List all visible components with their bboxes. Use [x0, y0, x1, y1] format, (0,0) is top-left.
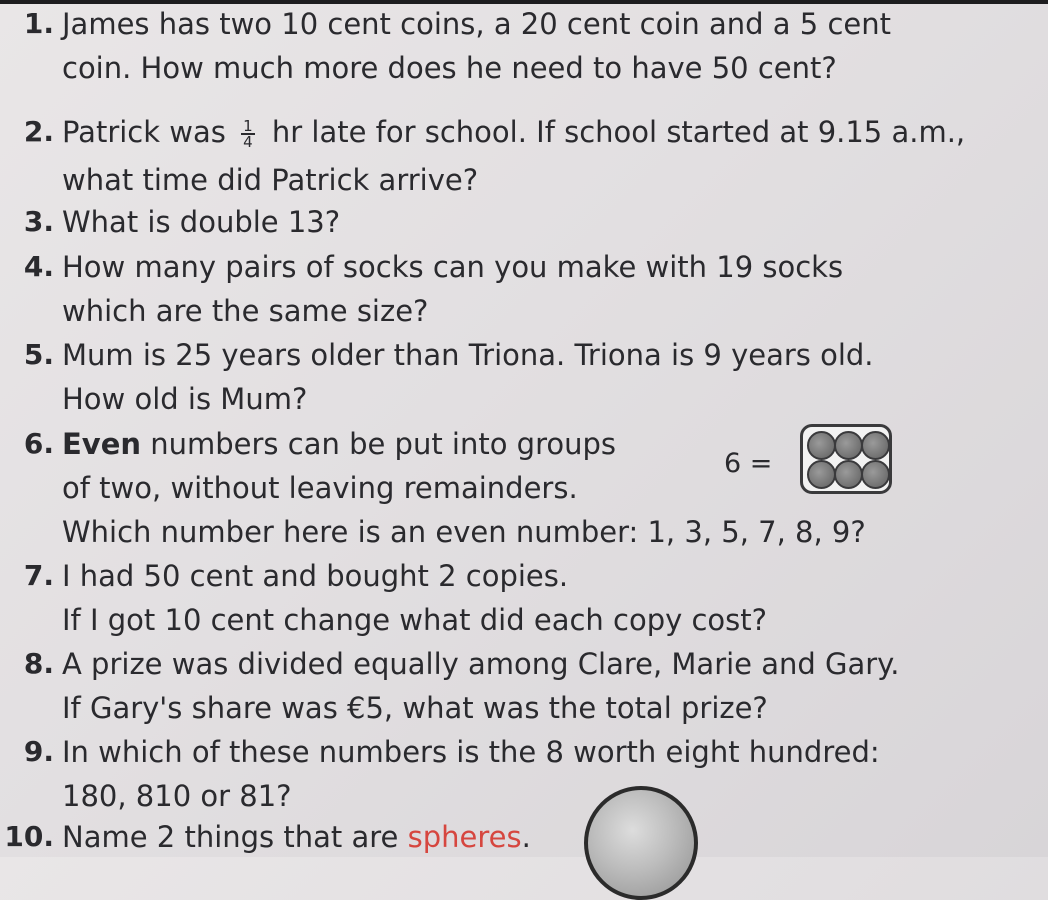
- question-text-line: of two, without leaving remainders.: [62, 471, 578, 505]
- counter-icon: [807, 431, 836, 460]
- text-segment: numbers can be put into groups: [141, 427, 617, 461]
- six-counters-icon: [800, 424, 892, 494]
- counter-icon: [807, 460, 836, 489]
- question-7: [0, 556, 1048, 644]
- fraction-denominator: 4: [243, 133, 253, 151]
- question-text-line: Mum is 25 years older than Triona. Triona is 9 years old.: [62, 338, 874, 372]
- question-text-line: [62, 112, 965, 152]
- sphere-icon: [584, 786, 698, 900]
- question-9: [0, 732, 1048, 820]
- question-text-line: If I got 10 cent change what did each copy cost?: [62, 603, 768, 637]
- question-5: [0, 335, 1048, 423]
- question-text-line: A prize was divided equally among Clare, Marie and Gary.: [62, 647, 900, 681]
- question-number: 4.: [23, 250, 54, 283]
- question-8: [0, 644, 1048, 732]
- highlight-word: spheres: [407, 820, 522, 854]
- question-text-line: which are the same size?: [62, 294, 429, 328]
- question-number: 10.: [4, 820, 54, 853]
- question-text-line: If Gary's share was €5, what was the total prize?: [62, 691, 768, 725]
- counter-icon: [834, 460, 863, 489]
- question-text-line: James has two 10 cent coins, a 20 cent coin and a 5 cent: [62, 7, 891, 41]
- question-number: 5.: [23, 338, 54, 371]
- question-1: [0, 4, 1048, 92]
- question-text-line: [62, 424, 616, 464]
- question-number: 8.: [23, 647, 54, 680]
- question-text-line: In which of these numbers is the 8 worth eight hundred:: [62, 735, 880, 769]
- question-text-line: How many pairs of socks can you make with 19 socks: [62, 250, 844, 284]
- question-number: 2.: [23, 115, 54, 148]
- question-3: [0, 202, 1048, 246]
- counter-icon: [861, 431, 890, 460]
- counter-icon: [861, 460, 890, 489]
- text-segment: .: [521, 820, 531, 854]
- question-number: 1.: [23, 7, 54, 40]
- question-text-line: [62, 817, 531, 857]
- text-segment: Patrick was: [62, 115, 226, 149]
- question-text-line: Which number here is an even number: 1, 3, 5, 7, 8, 9?: [62, 515, 866, 549]
- question-text-line: what time did Patrick arrive?: [62, 163, 479, 197]
- question-number: 9.: [23, 735, 54, 768]
- question-number: 6.: [23, 427, 54, 460]
- text-segment: hr late for school. If school started at 9.15 a.m.,: [271, 115, 966, 149]
- question-number: 7.: [23, 559, 54, 592]
- question-text-line: I had 50 cent and bought 2 copies.: [62, 559, 569, 593]
- question-text-line: 180, 810 or 81?: [62, 779, 292, 813]
- question-4: [0, 247, 1048, 335]
- counter-icon: [834, 431, 863, 460]
- question-2: [0, 112, 1048, 200]
- fraction: [241, 119, 255, 149]
- diagram-label: 6 =: [724, 448, 773, 479]
- question-text-line: How old is Mum?: [62, 382, 308, 416]
- text-segment: Name 2 things that are: [62, 820, 408, 854]
- question-text-line: What is double 13?: [62, 205, 341, 239]
- question-number: 3.: [23, 205, 54, 238]
- emphasis-word: Even: [62, 427, 142, 461]
- fraction-numerator: 1: [243, 117, 253, 135]
- question-text-line: coin. How much more does he need to have 50 cent?: [62, 51, 837, 85]
- question-10: [0, 817, 1048, 857]
